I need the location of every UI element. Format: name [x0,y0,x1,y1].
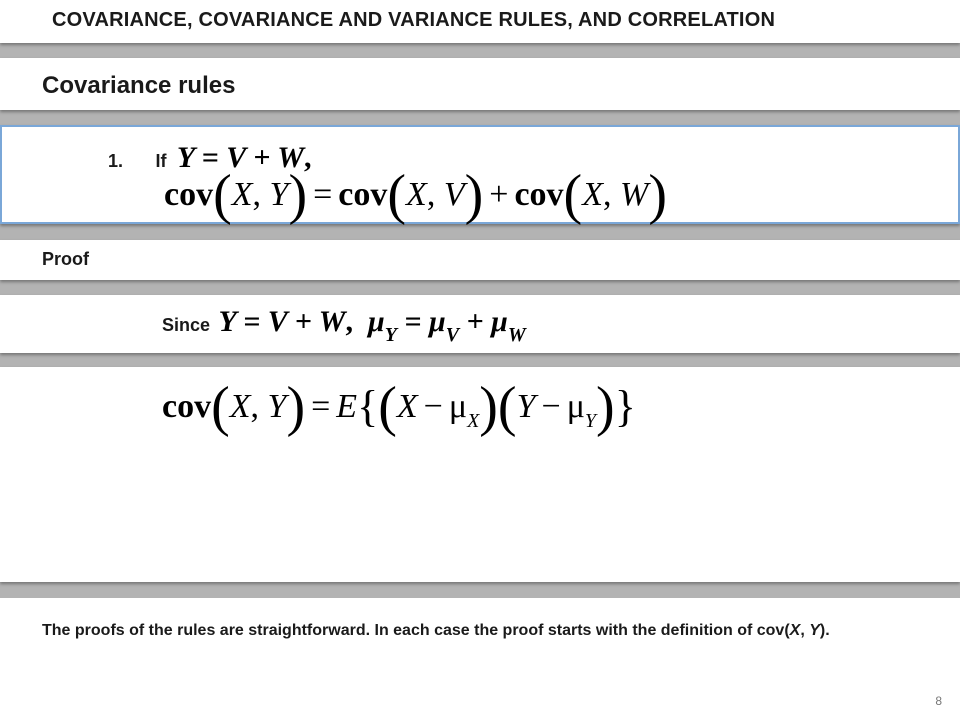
covariance-definition: cov(X, $Y) = E\{(X - \mu_X)(Y - \mu_Y)\}$ [162,376,636,438]
rule-box [0,125,960,224]
proof-label: Proof [42,249,89,269]
rule-condition: Y = V + W, [176,141,312,174]
rule-equation: cov(X, Y) = cov(X, V) + cov(X, W) [164,164,667,226]
since-line [162,305,526,347]
section-heading: Covariance rules [42,72,236,99]
math-box [0,367,960,582]
proof-bar [0,240,960,280]
since-expression: Y = V + W, $\mu_Y = \mu_V + \mu_W$ [218,305,526,346]
title-bar [0,0,960,43]
explanation-text: The proofs of the rules are straightforward. In each case the proof starts with the definition of cov(X, Y). [42,622,830,639]
rule-number: 1. [108,151,124,171]
heading-bar [0,58,960,110]
slide-title: COVARIANCE, COVARIANCE AND VARIANCE RULES, AND CORRELATION [52,9,776,31]
note-box [0,598,960,720]
since-label: Since [162,315,211,335]
since-box [0,295,960,353]
rule-if-label: If [155,151,167,171]
page-number: 8 [935,694,942,708]
